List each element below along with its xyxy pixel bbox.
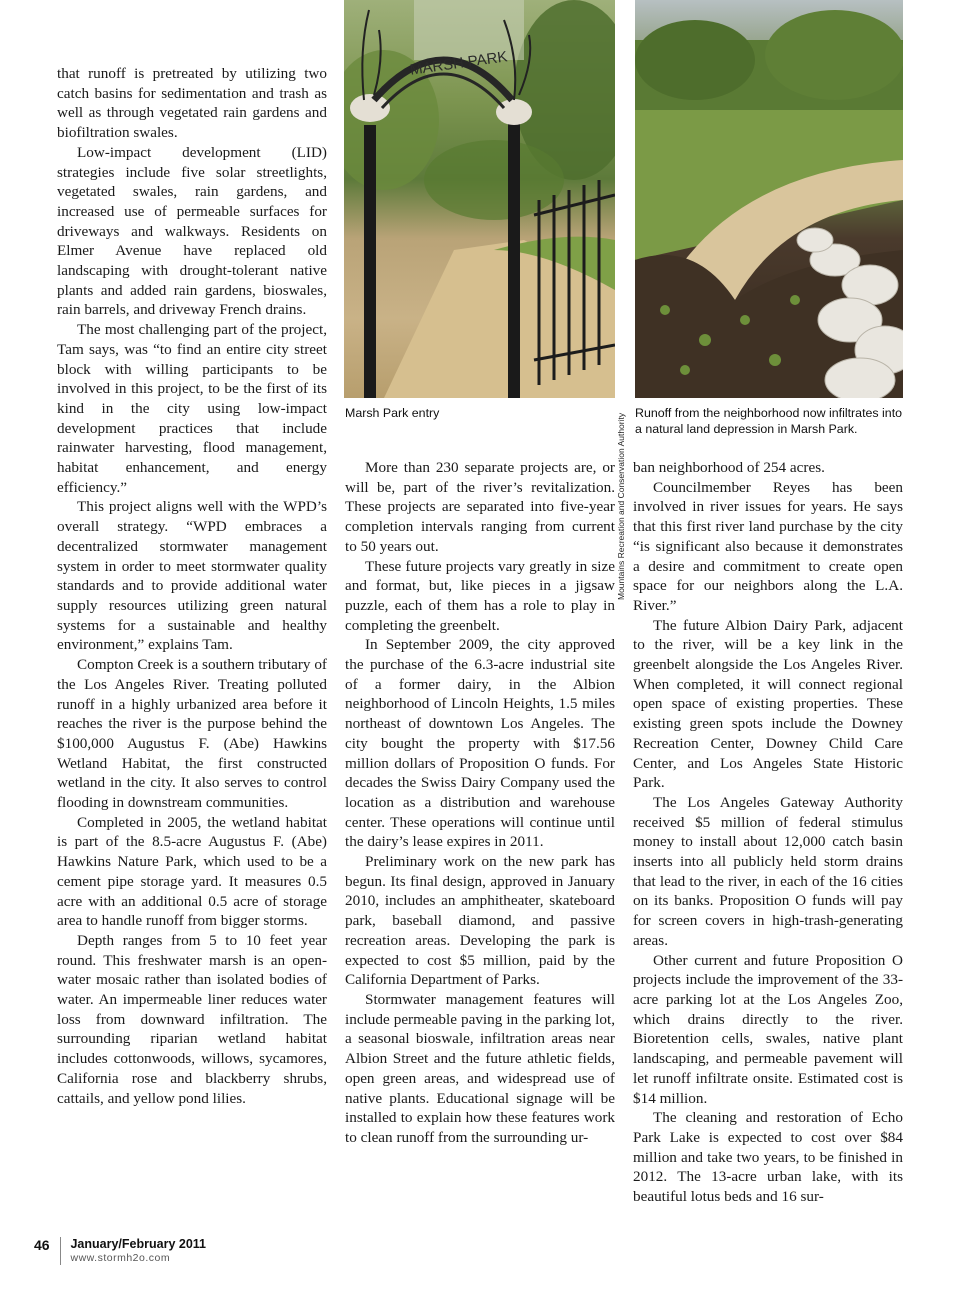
paragraph: This project aligns well with the WPD’s overall strategy. “WPD embraces a decentralized stormwater management system in order to meet stormwater quality standards and to provide additional water supply resources utilizing green natural systems for a sustainable and healthy environment,” explains Tam. <box>57 498 327 654</box>
paragraph: Stormwater management features will include permeable paving in the parking lot, a seasonal bioswale, infiltration areas near Albion Street and the future athletic fields, open green areas, and widespread use of native plants. Educational signage will be installed to explain how these features work to clean runoff from the surrounding ur- <box>345 990 615 1146</box>
runoff-photo <box>635 0 903 398</box>
paragraph: Compton Creek is a southern tributary of the Los Angeles River. Treating polluted runoff in a highly urbanized area before it reaches the river is the purpose behind the $100,000 Augustus F. (Abe) Hawkins Wetland Habitat, the first constructed wetland in the city. It also serves to control flooding in downstream communities. <box>57 656 327 812</box>
marsh-park-caption: Marsh Park entry <box>345 406 440 420</box>
paragraph: The future Albion Dairy Park, adjacent to the river, will be a key link in the greenbelt alongside the Los Angeles River. When completed, it will connect regional open space of existing properties. These existing green spots include the Downey Recreation Center, Downey Child Care Center, and Los Angeles State Historic Park. <box>633 616 903 792</box>
runoff-caption: Runoff from the neighborhood now infiltrates into a natural land depression in Marsh Park. <box>635 406 903 436</box>
website-url: www.stormh2o.com <box>70 1252 171 1264</box>
left-text-column <box>57 64 327 1108</box>
middle-text-column <box>345 458 615 1148</box>
photo-credit: Mountains Recreation and Conservation Authority <box>616 412 626 600</box>
sign-text: MARSH PARK <box>408 48 509 79</box>
paragraph: that runoff is pretreated by utilizing two catch basins for sedimentation and trash as well as through vegetated rain gardens and biofiltration swales. <box>57 65 327 142</box>
paragraph: These future projects vary greatly in size and format, but, like pieces in a jigsaw puzzle, each of them has a role to play in completing the greenbelt. <box>345 557 615 634</box>
paragraph: Other current and future Proposition O projects include the improvement of the 33-acre parking lot at the Los Angeles Zoo, which drains directly to the river. Bioretention cells, swales, native plant landscaping, and permeable pavement will let runoff infiltrate onsite. Estimated cost is $14 million. <box>633 951 903 1107</box>
paragraph: Low-impact development (LID) strategies include five solar streetlights, vegetated swales, rain gardens, and increased use of permeable surfaces for driveways and walkways. Residents on Elmer Avenue have replaced old landscaping with drought-tolerant native plants and added rain gardens, bioswales, rain barrels, and driveway French drains. <box>57 143 327 319</box>
paragraph: Councilmember Reyes has been involved in river issues for years. He says that this first river land purchase by the city “is significant also because it demonstrates a desire and commitment to create open space for our neighbors along the L.A. River.” <box>633 478 903 614</box>
marsh-park-photo <box>344 0 615 398</box>
paragraph: Depth ranges from 5 to 10 feet year round. This freshwater marsh is an open-water mosaic rather than isolated bodies of water. An impermeable liner reduces water loss from downward infiltration. The surrounding riparian wetland habitat includes cottonwoods, willows, sycamores, California rose and blackberry shrubs, cattails, and yellow pond lilies. <box>57 931 327 1107</box>
footer-divider <box>60 1237 61 1265</box>
right-text-column <box>633 458 903 1207</box>
paragraph: ban neighborhood of 254 acres. <box>633 459 825 476</box>
runoff-illustration <box>635 0 903 398</box>
issue-date: January/February 2011 <box>70 1237 206 1251</box>
paragraph: The Los Angeles Gateway Authority received $5 million of federal stimulus money to install about 12,000 catch basin inserts into all publicly held storm drains that lead to the river, in each of the 16 cities on its banks. Proposition O funds will pay for screen covers in high-trash-generating areas. <box>633 793 903 949</box>
paragraph: Completed in 2005, the wetland habitat is part of the 8.5-acre Augustus F. (Abe) Hawkins Nature Park, which used to be a cement pipe storage yard. It measures 0.5 acre with an additional 0.5 acre of storage area to handle runoff from bigger storms. <box>57 813 327 930</box>
paragraph: More than 230 separate projects are, or will be, part of the river’s revitalization. These projects are separated into five-year completion intervals ranging from current to 50 years out. <box>345 459 615 555</box>
paragraph: The cleaning and restoration of Echo Park Lake is expected to cost over $84 million and take two years, to be finished in 2012. The 13-acre urban lake, with its beautiful lotus beds and 16 sur- <box>633 1109 903 1206</box>
paragraph: Preliminary work on the new park has begun. Its final design, approved in January 2010, includes an amphitheater, skateboard park, baseball diamond, and passive recreation areas. Developing the park is expected to cost $5 million, paid by the California Department of Parks. <box>345 853 615 989</box>
paragraph: In September 2009, the city approved the purchase of the 6.3-acre industrial site of a former dairy, in the Albion neighborhood of Lincoln Heights, 1.5 miles northeast of downtown Los Angeles. The city bought the property with $17.56 million dollars of Proposition O funds. For decades the Swiss Dairy Company used the location as a distribution and warehouse center. These operations will continue until the dairy’s lease expires in 2011. <box>345 636 615 851</box>
page-footer <box>34 1237 206 1265</box>
page-number: 46 <box>34 1237 50 1253</box>
marsh-park-illustration <box>344 0 615 398</box>
footer-info <box>70 1237 206 1265</box>
paragraph: The most challenging part of the project, Tam says, was “to find an entire city street block with willing participants to be involved in this project, to be the first of its kind in the city using low-impact development practices that include rainwater harvesting, flood management, habitat enhancement, and energy efficiency.” <box>57 321 327 496</box>
